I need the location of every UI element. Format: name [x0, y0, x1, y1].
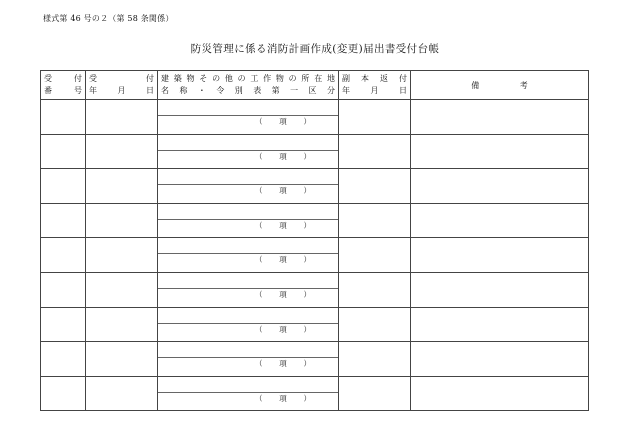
location-cell[interactable] [158, 342, 339, 377]
location-label-char: 第 [271, 86, 280, 95]
location-cell[interactable] [158, 100, 339, 135]
receipt-date-label-char: 日 [146, 86, 154, 95]
return-date-cell[interactable] [339, 307, 411, 342]
return-date-cell[interactable] [339, 272, 411, 307]
remarks-cell[interactable] [411, 100, 589, 135]
location-address-field[interactable] [158, 204, 338, 220]
return-date-label-char: 付 [399, 74, 407, 83]
location-label-char: そ [199, 74, 208, 83]
location-label-char: 建 [161, 74, 169, 83]
location-address-field[interactable] [158, 135, 338, 151]
paren-close: ） [303, 393, 311, 403]
koumoku-label: 項 [279, 324, 287, 334]
location-label-char: の [212, 74, 221, 83]
receipt-number-cell[interactable] [41, 203, 86, 238]
header-receipt-number [41, 71, 86, 100]
location-label-char: 所 [301, 74, 310, 83]
remarks-label-char: 考 [519, 80, 528, 90]
ledger-body [41, 100, 589, 411]
use-category-field[interactable] [158, 116, 338, 127]
use-category-field[interactable] [158, 324, 338, 335]
remarks-cell[interactable] [411, 376, 589, 411]
ledger-row [41, 169, 589, 204]
paren-open: （ [255, 186, 263, 196]
location-label-char: 別 [234, 86, 243, 95]
paren-open: （ [255, 393, 263, 403]
location-label-char: 一 [290, 86, 299, 95]
location-cell[interactable] [158, 272, 339, 307]
receipt-date-cell[interactable] [86, 376, 158, 411]
location-label-char: 物 [186, 74, 195, 83]
return-date-cell[interactable] [339, 342, 411, 377]
location-label-char: 区 [308, 86, 317, 95]
paren-open: （ [255, 151, 263, 161]
location-address-field[interactable] [158, 342, 338, 358]
ledger-row [41, 342, 589, 377]
location-label-char: 在 [314, 74, 323, 83]
location-label-char: 築 [173, 74, 182, 83]
location-address-field[interactable] [158, 308, 338, 324]
paren-close: ） [303, 186, 311, 196]
return-date-cell[interactable] [339, 203, 411, 238]
use-category-field[interactable] [158, 254, 338, 265]
receipt-date-label-char: 付 [146, 74, 154, 83]
ledger-row [41, 307, 589, 342]
remarks-label-char: 備 [471, 80, 480, 90]
receipt-number-label-char: 号 [74, 86, 82, 95]
ledger-row [41, 272, 589, 307]
use-category-field[interactable] [158, 358, 338, 369]
receipt-number-cell[interactable] [41, 238, 86, 273]
use-category-field[interactable] [158, 289, 338, 300]
location-cell[interactable] [158, 307, 339, 342]
return-date-cell[interactable] [339, 169, 411, 204]
receipt-date-cell[interactable] [86, 307, 158, 342]
location-label-char: 物 [275, 74, 284, 83]
receipt-date-label-char: 月 [117, 86, 126, 95]
paren-close: ） [303, 220, 311, 230]
location-label-char: ・ [197, 86, 206, 95]
location-label-char: の [288, 74, 297, 83]
paren-close: ） [303, 117, 311, 126]
paren-open: （ [255, 359, 263, 369]
header-row [41, 71, 589, 100]
location-cell[interactable] [158, 169, 339, 204]
koumoku-label: 項 [279, 393, 287, 403]
return-date-label-char: 返 [380, 74, 388, 83]
use-category-field[interactable] [158, 220, 338, 231]
location-address-field[interactable] [158, 377, 338, 393]
receipt-number-cell[interactable] [41, 342, 86, 377]
koumoku-label: 項 [279, 220, 287, 230]
koumoku-label: 項 [279, 186, 287, 196]
receipt-date-cell[interactable] [86, 342, 158, 377]
use-category-field[interactable] [158, 151, 338, 162]
location-address-field[interactable] [158, 273, 338, 289]
paren-open: （ [255, 289, 263, 299]
receipt-date-label-char: 受 [89, 74, 97, 83]
paren-close: ） [303, 255, 311, 265]
paren-close: ） [303, 151, 311, 161]
header-building-location [158, 71, 339, 100]
return-date-cell[interactable] [339, 376, 411, 411]
paren-close: ） [303, 289, 311, 299]
header-copy-return-date [339, 71, 411, 100]
remarks-cell[interactable] [411, 238, 589, 273]
location-label-char: 表 [253, 86, 262, 95]
return-date-cell[interactable] [339, 238, 411, 273]
receipt-date-cell[interactable] [86, 272, 158, 307]
koumoku-label: 項 [279, 289, 287, 299]
form-number-label: 様式第 46 号の２（第 58 条関係） [43, 14, 174, 23]
receipt-date-cell[interactable] [86, 134, 158, 169]
remarks-cell[interactable] [411, 134, 589, 169]
location-cell[interactable] [158, 376, 339, 411]
receipt-number-cell[interactable] [41, 169, 86, 204]
ledger-row [41, 100, 589, 135]
use-category-field[interactable] [158, 185, 338, 196]
receipt-date-cell[interactable] [86, 203, 158, 238]
ledger-row [41, 376, 589, 411]
return-date-label-char: 月 [370, 86, 379, 95]
location-cell[interactable] [158, 238, 339, 273]
ledger-table [40, 70, 589, 411]
receipt-number-cell[interactable] [41, 376, 86, 411]
return-date-label-char: 日 [399, 86, 407, 95]
location-label-char: の [237, 74, 246, 83]
remarks-cell[interactable] [411, 272, 589, 307]
receipt-number-cell[interactable] [41, 100, 86, 135]
paren-open: （ [255, 255, 263, 265]
document-title: 防災管理に係る消防計画作成(変更)届出書受付台帳 [190, 43, 440, 55]
use-category-field[interactable] [158, 393, 338, 404]
location-cell[interactable] [158, 203, 339, 238]
location-address-field[interactable] [158, 238, 338, 254]
receipt-number-label-char: 付 [74, 74, 82, 83]
remarks-cell[interactable] [411, 307, 589, 342]
location-address-field[interactable] [158, 100, 338, 116]
location-label-char: 工 [250, 74, 259, 83]
header-receipt-date [86, 71, 158, 100]
paren-close: ） [303, 359, 311, 369]
location-label-char: 令 [216, 86, 225, 95]
receipt-number-cell[interactable] [41, 272, 86, 307]
koumoku-label: 項 [279, 359, 287, 369]
remarks-cell[interactable] [411, 203, 589, 238]
location-label-char: 分 [326, 86, 335, 95]
location-label-char: 地 [326, 74, 335, 83]
return-date-label-char: 副 [342, 74, 350, 83]
return-date-cell[interactable] [339, 134, 411, 169]
receipt-date-cell[interactable] [86, 100, 158, 135]
paren-close: ） [303, 324, 311, 334]
return-date-label-char: 年 [342, 86, 350, 95]
return-date-label-char: 本 [361, 74, 369, 83]
return-date-cell[interactable] [339, 100, 411, 135]
remarks-cell[interactable] [411, 169, 589, 204]
paren-open: （ [255, 117, 263, 126]
koumoku-label: 項 [279, 117, 287, 126]
ledger-row [41, 134, 589, 169]
receipt-number-label-char: 番 [44, 86, 52, 95]
receipt-number-cell[interactable] [41, 307, 86, 342]
location-label-char: 作 [263, 74, 272, 83]
header-remarks [411, 71, 589, 100]
location-address-field[interactable] [158, 169, 338, 185]
location-label-char: 称 [179, 86, 188, 95]
koumoku-label: 項 [279, 151, 287, 161]
paren-open: （ [255, 220, 263, 230]
receipt-number-label-char: 受 [44, 74, 52, 83]
location-cell[interactable] [158, 134, 339, 169]
receipt-date-label-char: 年 [89, 86, 97, 95]
remarks-cell[interactable] [411, 342, 589, 377]
paren-open: （ [255, 324, 263, 334]
location-label-char: 名 [161, 86, 169, 95]
receipt-number-cell[interactable] [41, 134, 86, 169]
location-label-char: 他 [224, 74, 233, 83]
ledger-row [41, 238, 589, 273]
ledger-row [41, 203, 589, 238]
receipt-date-cell[interactable] [86, 238, 158, 273]
receipt-date-cell[interactable] [86, 169, 158, 204]
koumoku-label: 項 [279, 255, 287, 265]
